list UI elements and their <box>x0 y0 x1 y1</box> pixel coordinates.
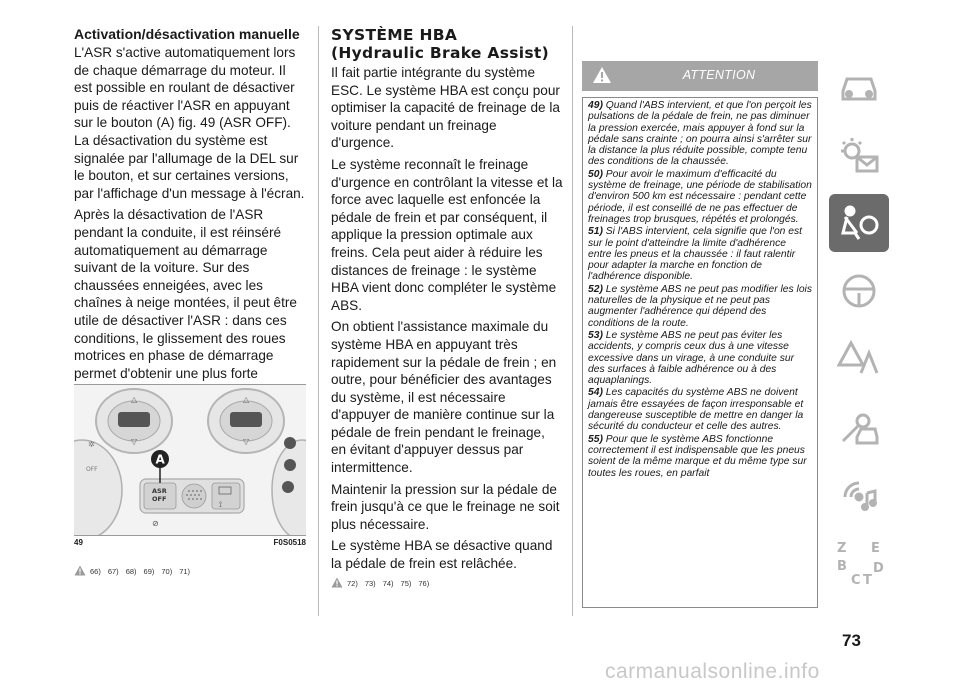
attention-item: 52) Le système ABS ne peut pas modifier les lois naturelles de la physique et ne peut pas augmenter l'adhérence qui dépend des conditions de la route. <box>588 283 812 329</box>
svg-text:B: B <box>837 559 847 574</box>
multimedia-icon <box>837 475 881 515</box>
attention-item: 55) Pour que le système ABS fonctionne correctement il est indispensable que les pneus soient de la même marque et du même type sur toutes les roues, en parfait <box>588 433 807 479</box>
attention-header <box>582 61 818 91</box>
svg-text:⟟: ⟟ <box>219 500 222 509</box>
column-divider <box>318 26 319 616</box>
ref-number: 74) <box>382 578 394 588</box>
lights-envelope-icon <box>837 135 881 175</box>
attention-box <box>582 97 818 608</box>
sidebar-tab-multimedia[interactable] <box>829 466 889 524</box>
svg-text:Z: Z <box>837 541 847 556</box>
section-heading-hba: SYSTÈME HBA <box>331 26 458 44</box>
sidebar-tab-dashboard[interactable] <box>829 58 889 116</box>
sidebar-tab-index[interactable] <box>829 534 889 592</box>
warning-triangle-icon <box>592 66 612 84</box>
ref-number: 69) <box>143 567 155 576</box>
ref-number: 75) <box>400 578 412 588</box>
warning-refs-left <box>74 565 193 576</box>
attention-title: ATTENTION <box>682 68 756 82</box>
asr-off-label: OFF <box>152 495 167 503</box>
steering-wheel-icon <box>837 271 881 311</box>
warning-road-icon <box>837 339 881 379</box>
column-left <box>74 26 306 404</box>
svg-text:▽: ▽ <box>243 437 250 446</box>
svg-text:E: E <box>871 541 880 556</box>
seatbelt-airbag-icon <box>837 203 881 243</box>
ref-number: 66) <box>90 567 101 576</box>
section-heading-manual-activation: Activation/désactivation manuelle <box>74 26 300 42</box>
watermark: carmanualsonline.info <box>605 660 820 683</box>
sidebar-tab-emergency[interactable] <box>829 330 889 388</box>
sidebar-tab-safety[interactable] <box>829 194 889 252</box>
warning-triangle-icon <box>331 577 343 588</box>
svg-text:D: D <box>873 561 884 576</box>
column-divider <box>572 26 573 616</box>
ref-number: 70) <box>161 567 173 576</box>
page-number: 73 <box>842 631 861 650</box>
figure-code: F0S0518 <box>273 538 306 547</box>
car-dashboard-icon <box>837 67 881 107</box>
warning-refs-middle <box>331 577 563 588</box>
attention-item: 54) Les capacités du système ABS ne doivent jamais être essayées de façon irresponsable et dangereuse susceptible de mettre en danger la sécurité du conducteur et celle des autres. <box>588 387 804 433</box>
ref-number: 68) <box>125 567 137 576</box>
paragraph: On obtient l'assistance maximale du système HBA en appuyant très rapidement sur la pédale de frein ; en outre, pour bénéficier des avantages du système, il est nécessaire d'appuyer de manière continue sur la pédale de frein pendant le freinage, en évitant d'appuyer dessus par intermittence. <box>331 319 557 476</box>
svg-text:△: △ <box>243 395 250 404</box>
ref-number: 71) <box>179 567 191 576</box>
paragraph: Le système HBA se désactive quand la pédale de frein est relâchée. <box>331 538 553 572</box>
sidebar-tab-maintenance[interactable] <box>829 398 889 456</box>
ref-number: 76) <box>418 578 430 588</box>
paragraph: Le système reconnaît le freinage d'urgence en contrôlant la vitesse et la force avec laquelle est enfoncée la pédale de frein et par conséquent, il applique la pression optimale aux freins. Cela peut aider à réduire les distances de freinage : le système HBA vient donc compléter le système ABS. <box>331 156 563 313</box>
ref-number: 67) <box>107 567 119 576</box>
ref-number: 73) <box>364 578 376 588</box>
dashboard-illustration <box>74 385 306 536</box>
attention-item: 49) Quand l'ABS intervient, et que l'on perçoit les pulsations de la pédale de frein, ne pas diminuer la pression exercée, mais appuyer à fond sur la pédale sans crainte ; on pourra ainsi s'arrêter sur la distance la plus réduite possible, compte tenu des conditions de la chaussée. <box>588 100 812 168</box>
column-middle <box>331 26 563 588</box>
svg-text:T: T <box>863 573 872 588</box>
svg-text:C: C <box>851 573 861 588</box>
svg-text:✲: ✲ <box>88 440 95 449</box>
attention-item: 51) Si l'ABS intervient, cela signifie que l'on est sur le point d'atteindre la limite d'adhérence entre les pneus et la chaussée : il faut ralentir pour adapter la marche en fonction de l'adhérence disponible. <box>588 226 803 283</box>
attention-item: 50) Pour avoir le maximum d'efficacité du système de freinage, une période de stabilisation d'environ 500 km est nécessaire : pendant cette période, il est conseillé de ne pas effectuer de freinages trop brusques, répétés et prolongés. <box>588 168 812 225</box>
figure-caption <box>74 538 306 550</box>
callout-a: A <box>155 452 165 467</box>
wrench-car-icon <box>837 407 881 447</box>
figure-asr-button <box>74 384 306 536</box>
chapter-sidebar <box>829 58 889 602</box>
svg-text:⊘: ⊘ <box>152 519 159 528</box>
paragraph: Après la désactivation de l'ASR pendant la conduite, il est réinséré automatiquement au démarrage suivant de la voiture. Sur des chaussées enneigées, avec les chaînes à neige montées, il peut être utile de désactiver l'ASR : dans ces conditions, le glissement des roues motrices en phase de démarrage permet d'obtenir une plus forte <box>74 207 297 381</box>
ref-number: 72) <box>347 578 358 588</box>
paragraph: Il fait partie intégrante du système ESC. Le système HBA est conçu pour optimiser la capacité de freinage de la voiture pendant un freinage d'urgence. <box>331 65 560 151</box>
paragraph: Maintenir la pression sur la pédale de frein jusqu'à ce que le freinage ne soit plus nécessaire. <box>331 481 560 532</box>
sidebar-tab-driving[interactable] <box>829 262 889 320</box>
off-label: OFF <box>86 466 98 473</box>
figure-number: 49 <box>74 538 83 547</box>
svg-text:▽: ▽ <box>131 437 138 446</box>
svg-text:△: △ <box>131 395 138 404</box>
attention-item: 53) Le système ABS ne peut pas éviter les accidents, y compris ceux dus à une vitesse excessive dans un virage, à une conduite sur des surfaces à faible adhérence ou à des aquaplanings. <box>588 329 795 387</box>
warning-triangle-icon <box>74 565 86 576</box>
asr-label: ASR <box>152 487 167 495</box>
paragraph: L'ASR s'active automatiquement lors de chaque démarrage du moteur. Il est possible en roulant de désactiver puis de réactiver l'ASR en appuyant sur le bouton (A) fig. 49 (ASR OFF). La désactivation du système est signalée par l'allumage de la DEL sur le bouton, et sur certaines versions, par l'affichage d'un message à l'écran. <box>74 45 305 201</box>
sidebar-tab-lights[interactable] <box>829 126 889 184</box>
section-heading-hba-sub: (Hydraulic Brake Assist) <box>331 44 550 62</box>
alphabet-index-icon <box>833 538 885 588</box>
